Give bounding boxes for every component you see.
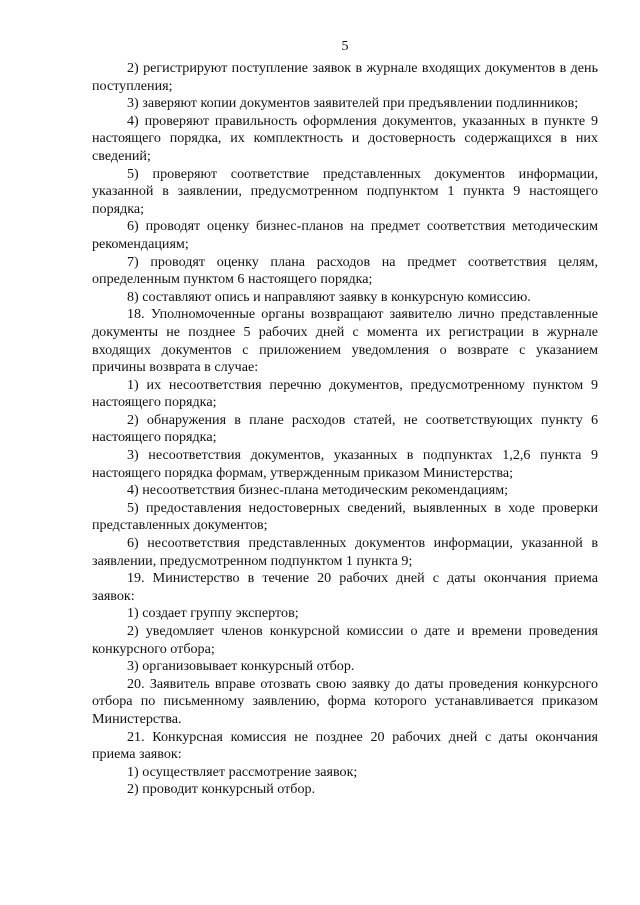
paragraph: 5) проверяют соответствие представленных документов информации, указанной в заявлении, предусмотренном подпунктом 1 пункта 9 настоящего порядка; xyxy=(92,165,598,217)
paragraph: 3) организовывает конкурсный отбор. xyxy=(127,658,355,675)
paragraph: 18. Уполномоченные органы возвращают заявителю лично представленные документы не позднее 5 рабочих дней с момента их регистрации в журнале входящих документов с приложением уведомления о возврате с указанием причины возврата в случае: xyxy=(92,306,598,376)
paragraph: 3) несоответствия документов, указанных в подпунктах 1,2,6 пункта 9 настоящего порядка формам, утвержденным приказом Министерства; xyxy=(92,447,598,481)
paragraph: 4) несоответствия бизнес-плана методическим рекомендациям; xyxy=(127,482,509,499)
paragraph: 2) проводит конкурсный отбор. xyxy=(127,781,316,798)
document-body xyxy=(92,60,598,799)
paragraph: 6) проводят оценку бизнес-планов на предмет соответствия методическим рекомендациям; xyxy=(92,218,598,252)
paragraph: 21. Конкурсная комиссия не позднее 20 рабочих дней с даты окончания приема заявок: xyxy=(92,728,598,763)
paragraph: 3) заверяют копии документов заявителей при предъявлении подлинников; xyxy=(127,95,579,112)
paragraph: 6) несоответствия представленных документов информации, указанной в заявлении, предусмотренном подпунктом 1 пункта 9; xyxy=(92,535,598,569)
paragraph: 5) предоставления недостоверных сведений, выявленных в ходе проверки представленных документов; xyxy=(92,499,598,534)
paragraph: 7) проводят оценку плана расходов на предмет соответствия целям, определенным пунктом 6 настоящего порядка; xyxy=(92,253,598,288)
paragraph: 4) проверяют правильность оформления документов, указанных в пункте 9 настоящего порядка, их комплектность и достоверность содержащихся в них сведений; xyxy=(92,112,598,164)
paragraph: 1) осуществляет рассмотрение заявок; xyxy=(127,763,358,780)
paragraph: 1) создает группу экспертов; xyxy=(127,605,299,622)
paragraph: 8) составляют опись и направляют заявку в конкурсную комиссию. xyxy=(127,288,531,305)
paragraph: 19. Министерство в течение 20 рабочих дней с даты окончания приема заявок: xyxy=(92,570,598,604)
page-number: 5 xyxy=(341,39,349,54)
paragraph: 2) регистрируют поступление заявок в журнале входящих документов в день поступления; xyxy=(92,60,598,94)
paragraph: 20. Заявитель вправе отозвать свою заявку до даты проведения конкурсного отбора по письменному заявлению, форма которого устанавливается приказом Министерства. xyxy=(92,675,598,727)
paragraph: 2) обнаружения в плане расходов статей, не соответствующих пункту 6 настоящего порядка; xyxy=(92,411,598,446)
paragraph: 2) уведомляет членов конкурсной комиссии о дате и времени проведения конкурсного отбора; xyxy=(92,623,598,657)
paragraph: 1) их несоответствия перечню документов, предусмотренному пунктом 9 настоящего порядка; xyxy=(92,376,598,411)
document-page xyxy=(92,0,598,799)
